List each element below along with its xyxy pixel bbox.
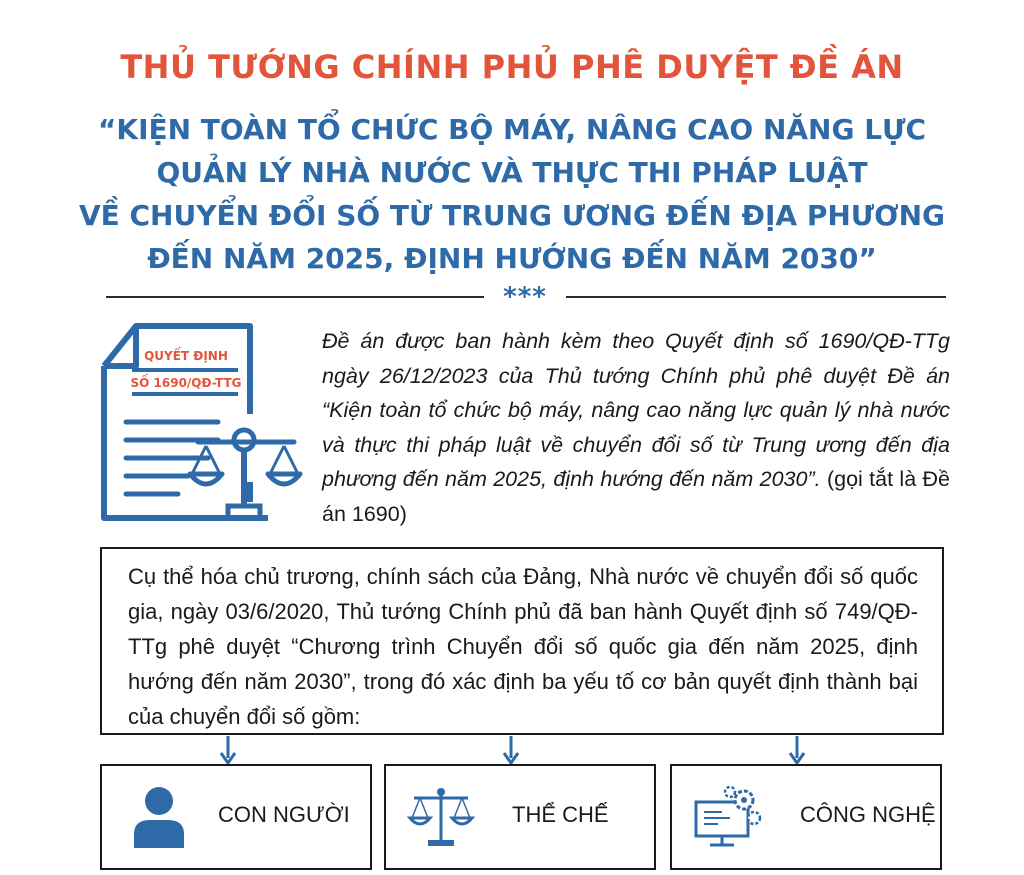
divider-left <box>106 296 484 298</box>
page-title: THỦ TƯỚNG CHÍNH PHỦ PHÊ DUYỆT ĐỀ ÁN <box>120 48 904 86</box>
subtitle-line: QUẢN LÝ NHÀ NƯỚC VÀ THỰC THI PHÁP LUẬT <box>156 156 868 189</box>
computer-gears-icon <box>692 784 762 850</box>
arrow-down-icon <box>219 736 237 766</box>
subtitle-line: VỀ CHUYỂN ĐỔI SỐ TỪ TRUNG ƯƠNG ĐẾN ĐỊA PHƯƠNG <box>78 199 946 232</box>
subtitle-line: ĐẾN NĂM 2025, ĐỊNH HƯỚNG ĐẾN NĂM 2030” <box>147 242 877 275</box>
intro-paragraph <box>322 324 950 531</box>
arrow-down-icon <box>502 736 520 766</box>
factor-label: CON NGƯỜI <box>218 802 350 827</box>
person-icon <box>122 784 192 850</box>
factor-label: CÔNG NGHỆ <box>800 802 936 827</box>
page-subtitle <box>0 108 1024 280</box>
subtitle-line: “KIỆN TOÀN TỔ CHỨC BỘ MÁY, NÂNG CAO NĂNG LỰC <box>97 113 926 146</box>
document-line2: SỐ 1690/QĐ-TTG <box>130 376 242 390</box>
scales-icon <box>406 784 476 850</box>
factor-card-institutions <box>384 764 656 870</box>
divider-stars: *** <box>503 282 547 312</box>
arrow-down-icon <box>788 736 806 766</box>
context-box: Cụ thể hóa chủ trương, chính sách của Đảng, Nhà nước về chuyển đổi số quốc gia, ngày 03/6/2020, Thủ tướng Chính phủ đã ban hành Quyết định số 749/QĐ-TTg phê duyệt “Chương trình Chuyển đổi số quốc gia đến năm 2025, định hướng đến năm 2030”, trong đó xác định ba yếu tố cơ bản quyết định thành bại của chuyển đổi số gồm: <box>100 547 944 735</box>
factor-card-people <box>100 764 372 870</box>
intro-italic-text: Đề án được ban hành kèm theo Quyết định số 1690/QĐ-TTg ngày 26/12/2023 của Thủ tướng Chính phủ phê duyệt Đề án “Kiện toàn tổ chức bộ máy, nâng cao năng lực quản lý nhà nước và thực thi pháp luật về chuyển đổi số từ Trung ương đến địa phương đến năm 2025, định hướng đến năm 2030”. <box>322 329 950 491</box>
divider-right <box>566 296 946 298</box>
document-with-scales-icon <box>98 322 304 524</box>
intro-normal-text: (gọi tắt là Đề án 1690) <box>322 467 950 526</box>
factor-card-technology <box>670 764 942 870</box>
factor-label: THỂ CHẾ <box>512 802 609 827</box>
document-line1: QUYẾT ĐỊNH <box>144 349 228 363</box>
